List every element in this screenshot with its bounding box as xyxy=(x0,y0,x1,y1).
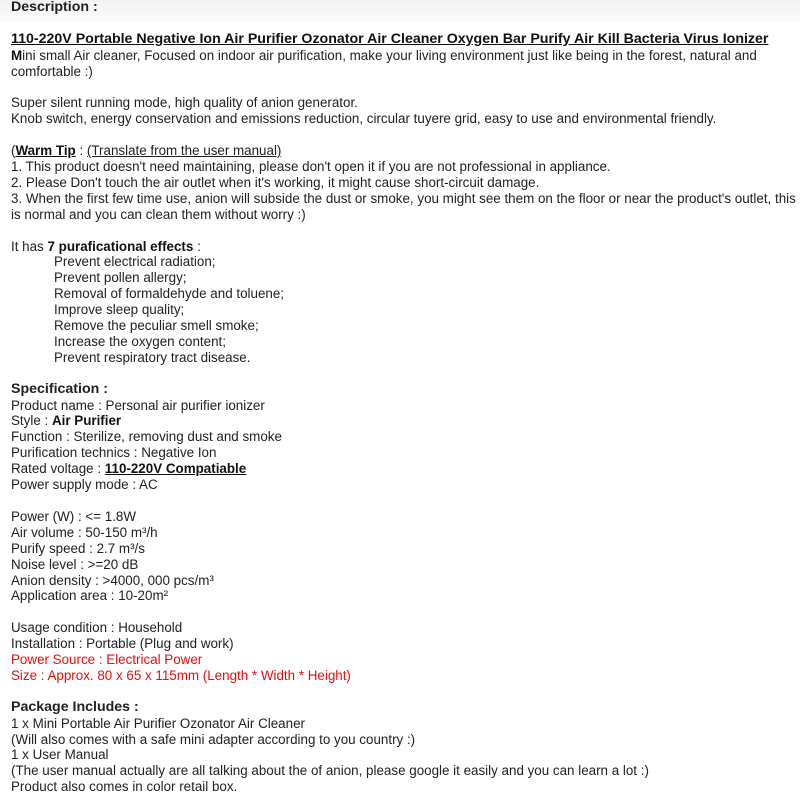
effect-item: Prevent pollen allergy; xyxy=(54,270,187,286)
warm-tip-sep: : xyxy=(75,143,87,159)
spec-anion-density: Anion density : >4000, 000 pcs/m³ xyxy=(11,572,214,588)
effect-item: Prevent respiratory tract disease. xyxy=(54,349,251,365)
feature-1: Super silent running mode, high quality of anion generator. xyxy=(11,95,358,111)
effect-item: Improve sleep quality; xyxy=(54,302,185,318)
tip-1: 1. This product doesn't need maintaining, please don't open it if you are not professional in appliance. xyxy=(11,159,611,175)
translate-note: (Translate from the user manual) xyxy=(86,143,282,159)
spec-style-value: Air Purifier xyxy=(51,413,122,429)
spec-power: Power (W) : <= 1.8W xyxy=(11,508,137,524)
spec-voltage-value: 110-220V Compatiable xyxy=(104,461,247,477)
intro-text xyxy=(11,48,796,80)
effects-suffix: : xyxy=(193,238,201,254)
spec-size: Size : Approx. 80 x 65 x 115mm (Length * Width * Height) xyxy=(11,667,351,683)
spec-function: Function : Sterilize, removing dust and smoke xyxy=(11,429,282,445)
package-item: 1 x User Manual xyxy=(11,747,109,763)
feature-2: Knob switch, energy conservation and emissions reduction, circular tuyere grid, easy to use and environmental friendly. xyxy=(11,111,717,127)
product-title: 110-220V Portable Negative Ion Air Purifier Ozonator Air Cleaner Oxygen Bar Purify Air Kill Bacteria Virus Ionizer xyxy=(11,30,769,47)
warm-tip-paren: ( xyxy=(11,143,16,159)
spec-air-volume: Air volume : 50-150 m³/h xyxy=(11,524,158,540)
effects-header xyxy=(11,239,796,255)
spec-installation: Installation : Portable (Plug and work) xyxy=(11,636,234,652)
warm-tip-header xyxy=(11,143,796,159)
intro-first-letter: M xyxy=(11,47,23,63)
spec-style xyxy=(11,413,796,429)
effect-item: Remove the peculiar smell smoke; xyxy=(54,318,259,334)
spec-product-name: Product name : Personal air purifier ionizer xyxy=(11,397,265,413)
specification-heading: Specification : xyxy=(11,380,108,397)
effects-prefix: It has xyxy=(11,238,48,254)
effects-count: 7 puraficational effects xyxy=(47,238,194,254)
spec-purify-speed: Purify speed : 2.7 m³/s xyxy=(11,540,145,556)
package-item: (Will also comes with a safe mini adapter according to you country :) xyxy=(11,731,416,747)
spec-voltage xyxy=(11,461,796,477)
package-item: 1 x Mini Portable Air Purifier Ozonator Air Cleaner xyxy=(11,715,305,731)
effect-item: Removal of formaldehyde and toluene; xyxy=(54,286,285,302)
spec-voltage-label: Rated voltage : xyxy=(11,461,105,477)
spec-technics: Purification technics : Negative Ion xyxy=(11,445,217,461)
intro-rest: ini small Air cleaner, Focused on indoor air purification, make your living environment just like being in the forest, natural and comfortable :) xyxy=(11,47,757,79)
spec-application-area: Application area : 10-20m² xyxy=(11,588,169,604)
tip-2: 2. Please Don't touch the air outlet when it's working, it might cause short-circuit damage. xyxy=(11,174,540,190)
effect-item: Prevent electrical radiation; xyxy=(54,254,216,270)
package-item: Product also comes in color retail box. xyxy=(11,779,238,795)
spec-supply-mode: Power supply mode : AC xyxy=(11,477,158,493)
product-description xyxy=(11,0,796,795)
package-heading: Package Includes : xyxy=(11,698,139,715)
warm-tip-label: Warm Tip xyxy=(15,143,76,159)
spec-noise-level: Noise level : >=20 dB xyxy=(11,556,139,572)
package-item: (The user manual actually are all talking about the of anion, please google it easily and you can learn a lot :) xyxy=(11,763,649,779)
spec-style-label: Style : xyxy=(11,413,52,429)
spec-power-source: Power Source : Electrical Power xyxy=(11,652,203,668)
effect-item: Increase the oxygen content; xyxy=(54,333,226,349)
tip-3: 3. When the first few time use, anion will subside the dust or smoke, you might see them on the floor or near the product's outlet, this is normal and you can clean them without worry :) xyxy=(11,190,796,222)
spec-usage: Usage condition : Household xyxy=(11,620,183,636)
description-heading: Description : xyxy=(11,0,98,15)
